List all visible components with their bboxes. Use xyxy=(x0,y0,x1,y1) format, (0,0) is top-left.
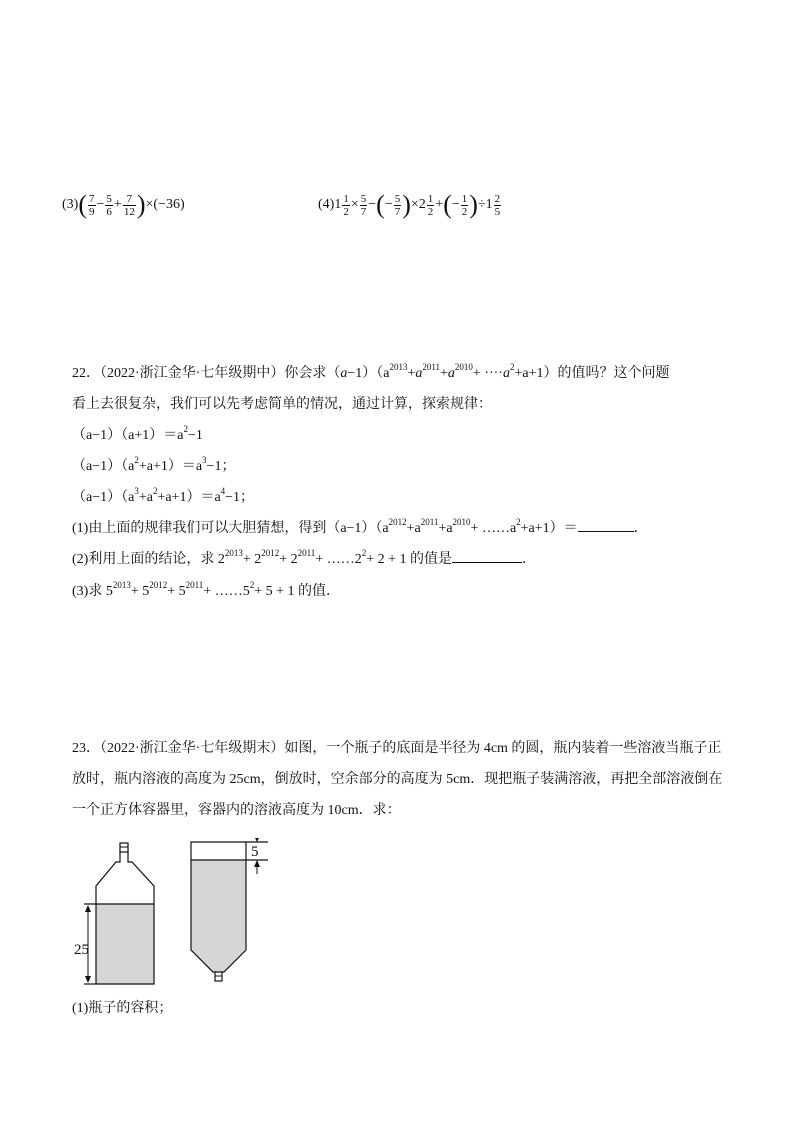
fraction: $\frac{1}{2}$ xyxy=(427,192,434,218)
arrowhead-5-bottom xyxy=(254,860,260,867)
q22-equation-2: $(a-1)(a^2+a+1)=a^3-1$； xyxy=(72,455,236,474)
arrowhead-up xyxy=(85,905,91,912)
q23-part1: (1)瓶子的容积； xyxy=(72,1001,173,1016)
fraction: $\frac{5}{7}$ xyxy=(360,192,367,218)
q21-part4-label: (4) xyxy=(318,197,335,213)
q23-text-line1: 23．（2022·浙江金华·七年级期末）如图，一个瓶子的底面是半径为 4cm 的圆，瓶内装着一些溶液当瓶子正 xyxy=(72,741,722,756)
upright-bottle xyxy=(74,843,154,984)
inverted-bottle xyxy=(191,838,268,981)
q22-intro-line2: 看上去很复杂，我们可以先考虑简单的情况，通过计算，探索规律： xyxy=(72,397,492,412)
fraction: $\frac{7}{9}$ xyxy=(89,192,95,218)
q21-part3-label: (3) xyxy=(62,197,79,213)
q23-text-line2: 放时，瓶内溶液的高度为 25cm，倒放时，空余部分的高度为 5cm．现把瓶子装满溶液，再把全部溶液倒在 xyxy=(72,772,723,787)
q22-part2: (2)利用上面的结论，求 $2^{2013}+ 2^{2012}+ 2^{2011}+$ $\dots\dots 2^2+ 2 + 1$ 的值是 ． xyxy=(72,548,537,567)
dimension-label-5: 5 xyxy=(251,844,259,860)
fraction: $\frac{5}{6}$ xyxy=(106,192,112,218)
answer-blank[interactable] xyxy=(578,519,634,532)
q23-text-line3: 一个正方体容器里，容器内的溶液高度为 10cm．求： xyxy=(72,803,401,818)
fraction: $\frac{7}{12}$ xyxy=(123,192,135,218)
fraction: $\frac{1}{2}$ xyxy=(461,192,468,218)
arrowhead-down xyxy=(85,976,91,983)
q22-part3: (3)求 $5^{2013}+ 5^{2012}+ 5^{2011}+$ $\dots\dots 5^2+ 5 + 1$ 的值． xyxy=(72,580,341,599)
upright-liquid xyxy=(96,904,154,984)
inverted-liquid-taper xyxy=(191,950,246,972)
q22-equation-3: $(a-1)(a^3+a^2+a+1)=a^4-1$； xyxy=(72,486,255,505)
fraction: $\frac{5}{7}$ xyxy=(394,192,401,218)
q21-part4-expression: (4)1 $\frac{1}{2}$ × $\frac{5}{7}$ −(− $\frac{5}{7}$ )×2 $\frac{1}{2}$ +(− $\frac{1}{2}$ )÷1 $\frac{2}{5}$ xyxy=(318,190,501,219)
q22-intro-line1: 22．（2022·浙江金华·七年级期中）你会求$(a-1)(a^{2013}+a^{2011}+a^{2010}+ \cdot\cdot\cdot\cdot a^2+a+1)$的值吗？这个问题 xyxy=(72,362,670,381)
bottle-figure xyxy=(70,838,290,988)
fraction: $\frac{2}{5}$ xyxy=(494,192,501,218)
dimension-label-25: 25 xyxy=(74,942,89,958)
q22-part1: (1)由上面的规律我们可以大胆猜想，得到$(a-1)(a^{2012}+a^{2011}+a^{2010}+$ $\dots\dots a^2+a+1)=$ ． xyxy=(72,517,648,536)
q21-part3-expression: (3)( $\frac{7}{9}$ − $\frac{5}{6}$ + $\frac{7}{12}$ )×(−36) xyxy=(62,190,185,219)
q22-equation-1: $(a-1)(a+1)=a^2-1$ xyxy=(72,424,203,443)
inverted-liquid xyxy=(191,860,246,950)
answer-blank[interactable] xyxy=(452,550,522,563)
fraction: $\frac{1}{2}$ xyxy=(343,192,349,218)
